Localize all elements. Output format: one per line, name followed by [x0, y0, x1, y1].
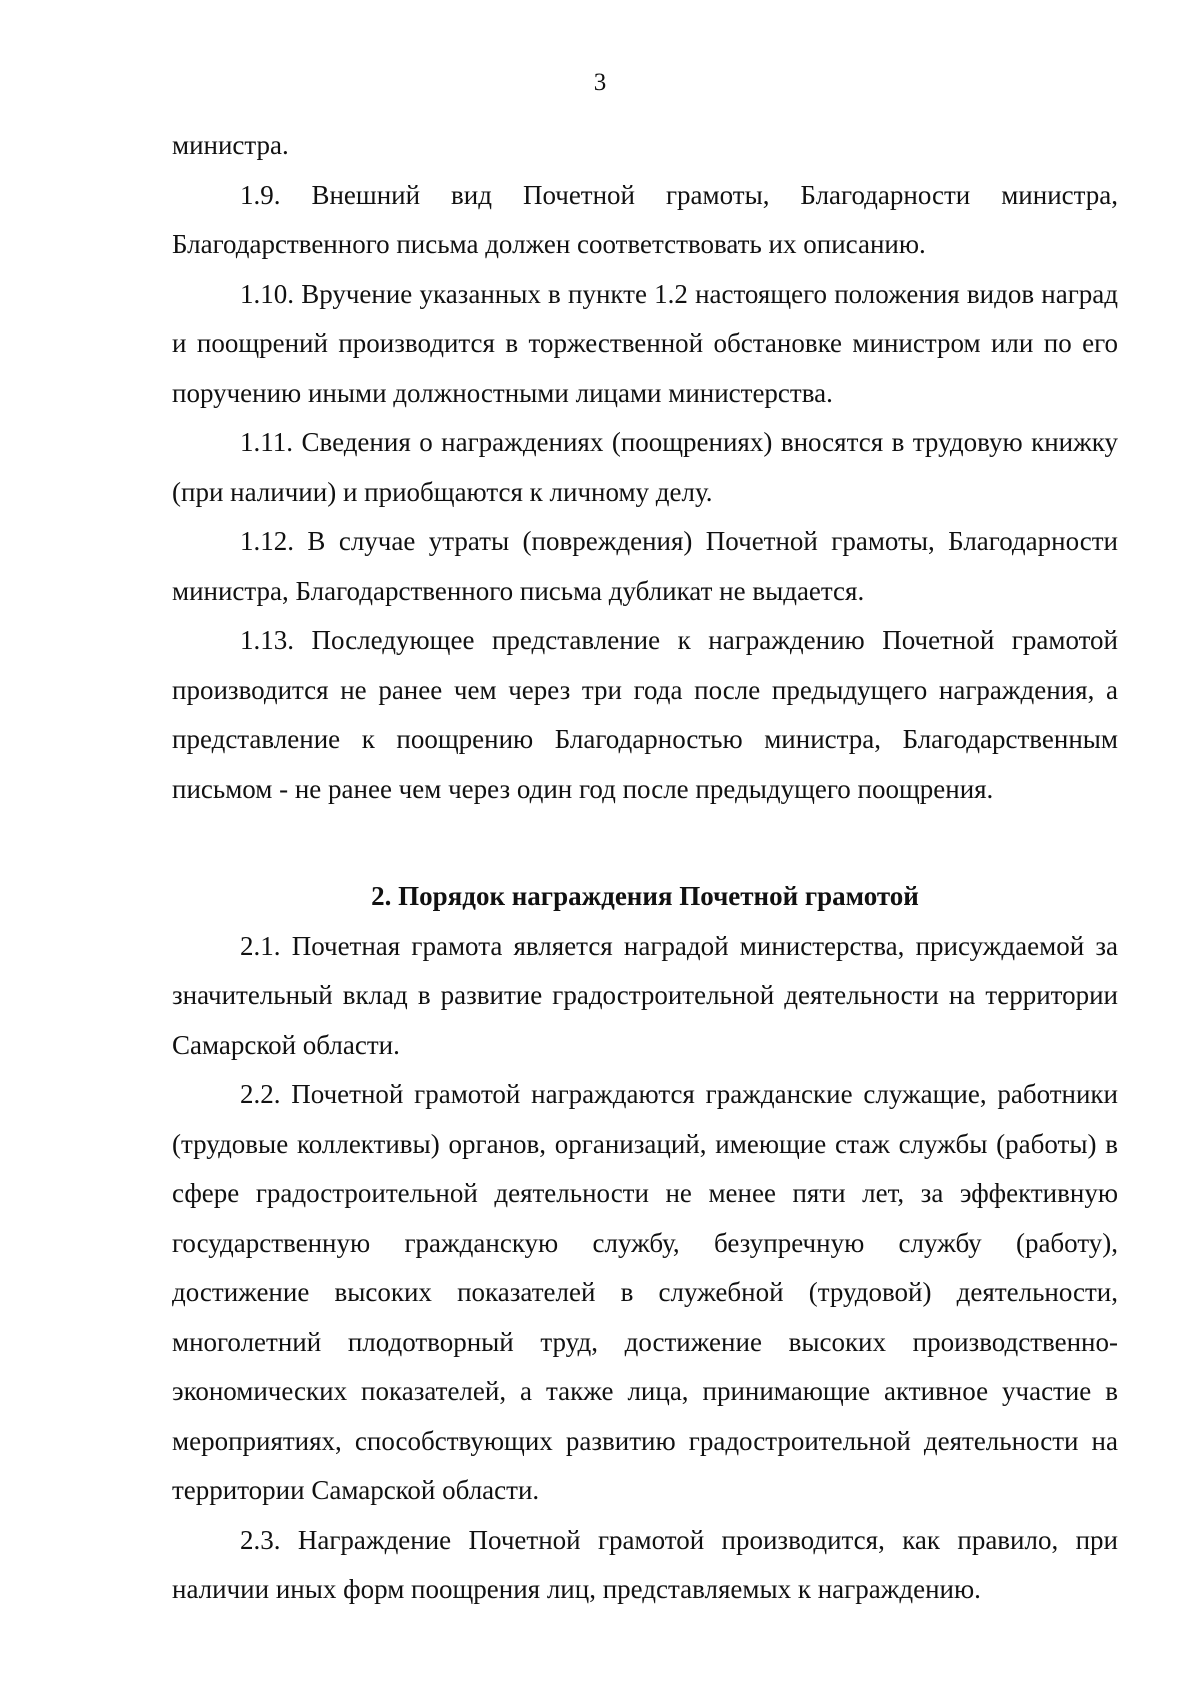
page-number: 3: [593, 69, 607, 96]
document-body: [172, 121, 1118, 1615]
paragraph-1-11: 1.11. Сведения о награждениях (поощрениях) вносятся в трудовую книжку (при наличии) и приобщаются к личному делу.: [172, 427, 1118, 507]
paragraph-1-9: 1.9. Внешний вид Почетной грамоты, Благодарности министра, Благодарственного письма должен соответствовать их описанию.: [172, 179, 1118, 259]
paragraph-1-13: 1.13. Последующее представление к награждению Почетной грамотой производится не ранее чем через три года после предыдущего награждения, а представление к поощрению Благодарностью министра, Благодарственным письмом - не ранее чем через один год после предыдущего поощрения.: [172, 625, 1118, 804]
paragraph-2-2: 2.2. Почетной грамотой награждаются гражданские служащие, работники (трудовые коллективы) органов, организаций, имеющие стаж службы (работы) в сфере градостроительной деятельности не менее пяти лет, за эффективную государственную гражданскую службу, безупречную службу (работу), достижение высоких показателей в служебной (трудовой) деятельности, многолетний плодотворный труд, достижение высоких производственно-экономических показателей, а также лица, принимающие активное участие в мероприятиях, способствующих развитию градостроительной деятельности на территории Самарской области.: [172, 1079, 1118, 1505]
paragraph-2-1: 2.1. Почетная грамота является наградой министерства, присуждаемой за значительный вклад в развитие градостроительной деятельности на территории Самарской области.: [172, 930, 1118, 1060]
paragraph-2-3: 2.3. Награждение Почетной грамотой производится, как правило, при наличии иных форм поощрения лиц, представляемых к награждению.: [172, 1524, 1118, 1604]
paragraph-1-12: 1.12. В случае утраты (повреждения) Почетной грамоты, Благодарности министра, Благодарственного письма дубликат не выдается.: [172, 526, 1118, 606]
paragraph-carryover: министра.: [172, 130, 289, 160]
paragraph-1-10: 1.10. Вручение указанных в пункте 1.2 настоящего положения видов наград и поощрений производится в торжественной обстановке министром или по его поручению иными должностными лицами министерства.: [172, 278, 1118, 408]
section-2-heading: 2. Порядок награждения Почетной грамотой: [371, 881, 919, 911]
